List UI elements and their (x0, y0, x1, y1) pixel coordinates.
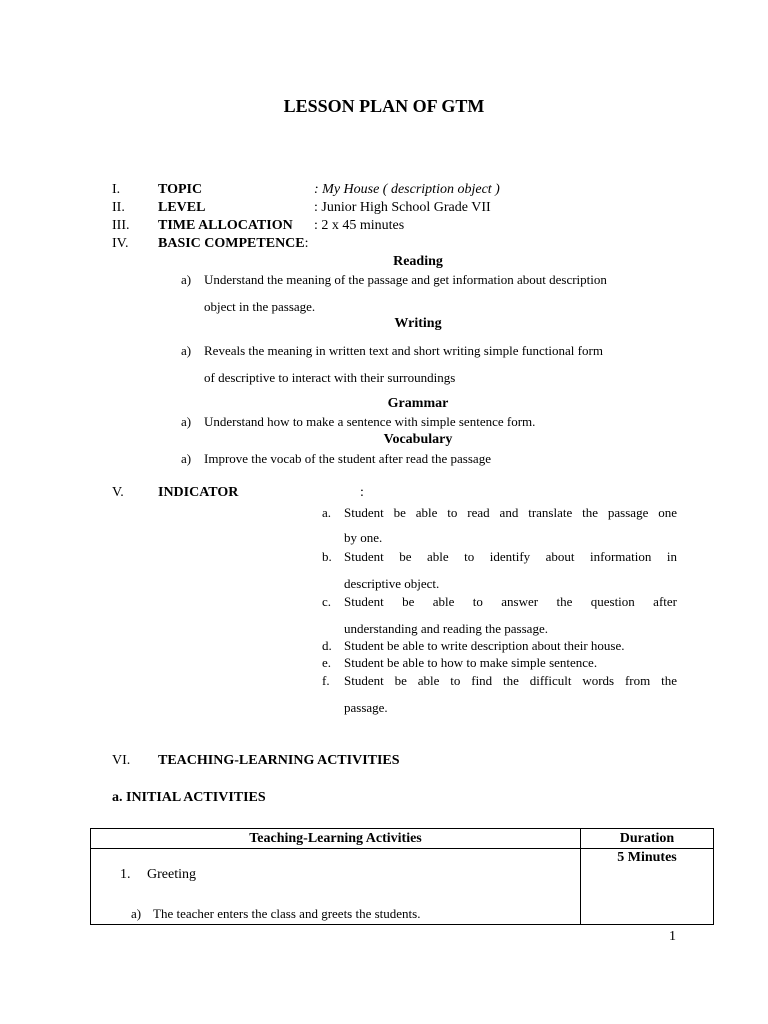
grammar-text: Understand how to make a sentence with simple sentence form. (204, 414, 536, 429)
section-number: V. (112, 485, 124, 500)
activities-table (90, 828, 714, 925)
reading-heading: Reading (393, 254, 443, 269)
topic-label: TOPIC (158, 182, 203, 197)
page-number: 1 (669, 929, 676, 944)
table-header-row (91, 829, 714, 849)
reading-text-line2: object in the passage. (204, 299, 316, 314)
page-title: LESSON PLAN OF GTM (283, 96, 485, 116)
table-cell-activity (91, 849, 581, 925)
vocabulary-heading: Vocabulary (383, 432, 453, 447)
basic-competence-heading (158, 236, 309, 252)
writing-text-line2: of descriptive to interact with their surroundings (204, 370, 456, 385)
table-cell-duration: 5 Minutes (581, 849, 714, 925)
table-header-activities: Teaching-Learning Activities (91, 829, 581, 849)
list-marker: a. (322, 505, 332, 520)
list-marker: a) (181, 414, 192, 429)
list-marker: a) (181, 451, 192, 466)
level-value: : Junior High School Grade VII (314, 200, 491, 215)
reading-text-line1: Understand the meaning of the passage and get information about description (204, 272, 607, 287)
time-allocation-label: TIME ALLOCATION (158, 218, 293, 233)
level-label: LEVEL (158, 200, 206, 215)
step-number: 1. (120, 867, 131, 882)
list-marker: a) (181, 272, 192, 287)
vocabulary-text: Improve the vocab of the student after read the passage (204, 451, 491, 466)
section-number: II. (112, 200, 125, 215)
activities-label: TEACHING-LEARNING ACTIVITIES (158, 753, 400, 768)
indicator-item-text: Student be able to read and translate the passage one (344, 505, 677, 520)
section-number: I. (112, 182, 121, 197)
indicator-item-text: by one. (344, 530, 383, 545)
basic-competence-colon: : (304, 236, 309, 251)
basic-competence-label: BASIC COMPETENCE (158, 236, 305, 251)
step-text: Greeting (147, 867, 196, 882)
grammar-heading: Grammar (387, 396, 449, 411)
list-marker: a) (131, 906, 142, 921)
section-number: VI. (112, 753, 131, 768)
list-marker: c. (322, 594, 332, 609)
initial-activities-heading: a. INITIAL ACTIVITIES (112, 790, 266, 805)
list-marker: e. (322, 655, 332, 670)
indicator-colon: : (360, 485, 364, 500)
list-marker: f. (322, 673, 330, 688)
indicator-label: INDICATOR (158, 485, 239, 500)
indicator-item-text: Student be able to how to make simple sentence. (344, 655, 598, 670)
table-header-duration: Duration (581, 829, 714, 849)
list-marker: d. (322, 638, 332, 653)
topic-value: : My House ( description object ) (314, 182, 500, 197)
indicator-item-text: Student be able to identify about information in (344, 549, 677, 564)
table-row (91, 849, 714, 925)
indicator-item-text: Student be able to find the difficult words from the (344, 673, 677, 688)
writing-heading: Writing (394, 316, 442, 331)
section-number: IV. (112, 236, 129, 251)
sub-step-text: The teacher enters the class and greets the students. (153, 906, 421, 921)
writing-text-line1: Reveals the meaning in written text and short writing simple functional form (204, 343, 603, 358)
list-marker: a) (181, 343, 192, 358)
indicator-item-text: descriptive object. (344, 576, 440, 591)
section-number: III. (112, 218, 130, 233)
indicator-item-text: understanding and reading the passage. (344, 621, 548, 636)
indicator-item-text: Student be able to write description about their house. (344, 638, 625, 653)
indicator-item-text: passage. (344, 700, 388, 715)
list-marker: b. (322, 549, 332, 564)
time-allocation-value: : 2 x 45 minutes (314, 218, 405, 233)
indicator-item-text: Student be able to answer the question after (344, 594, 677, 609)
